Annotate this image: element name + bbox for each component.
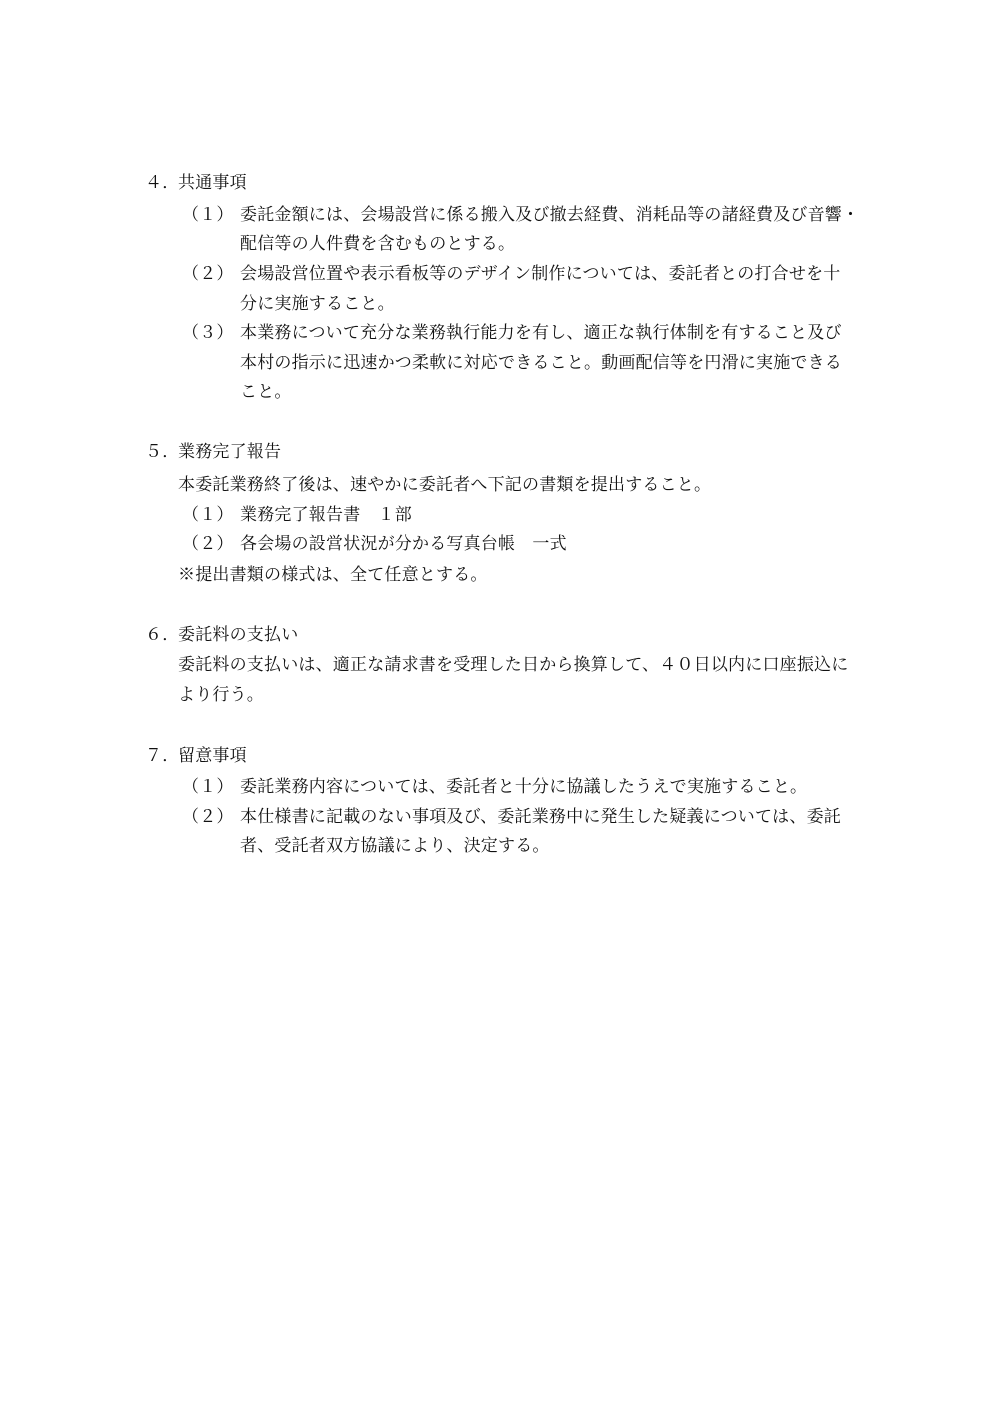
section-number: ５． — [145, 442, 180, 462]
item-text: 業務完了報告書 １部 — [240, 505, 412, 525]
item-text: 各会場の設営状況が分かる写真台帳 一式 — [240, 534, 567, 554]
item-text: こと。 — [240, 382, 292, 402]
item-text: 委託業務内容については、委託者と十分に協議したうえで実施すること。 — [240, 777, 808, 797]
item-number: （２） — [182, 807, 234, 827]
item-number: （２） — [182, 534, 234, 554]
item-text: 配信等の人件費を含むものとする。 — [240, 234, 516, 254]
paragraph-line: より行う。 — [178, 685, 264, 705]
item-text: 分に実施すること。 — [240, 294, 395, 314]
item-text: 会場設営位置や表示看板等のデザイン制作については、委託者との打合せを十 — [240, 264, 841, 284]
section-intro: 本委託業務終了後は、速やかに委託者へ下記の書類を提出すること。 — [178, 475, 712, 495]
section-title: 業務完了報告 — [178, 442, 282, 462]
item-text: 本村の指示に迅速かつ柔軟に対応できること。動画配信等を円滑に実施できる — [240, 353, 842, 373]
section-title: 委託料の支払い — [178, 625, 299, 645]
item-text: 者、受託者双方協議により、決定する。 — [240, 836, 550, 856]
section-number: ４． — [145, 173, 180, 193]
item-number: （３） — [182, 323, 234, 343]
item-number: （１） — [182, 777, 234, 797]
item-number: （１） — [182, 205, 234, 225]
item-text: 委託金額には、会場設営に係る搬入及び撤去経費、消耗品等の諸経費及び音響・ — [240, 205, 860, 225]
section-title: 留意事項 — [178, 746, 247, 766]
section-number: ６． — [145, 625, 180, 645]
item-text: 本業務について充分な業務執行能力を有し、適正な執行体制を有すること及び — [240, 323, 842, 343]
section-title: 共通事項 — [178, 173, 247, 193]
item-number: （２） — [182, 264, 234, 284]
item-number: （１） — [182, 505, 234, 525]
section-number: ７． — [145, 746, 180, 766]
section-note: ※提出書類の様式は、全て任意とする。 — [178, 565, 488, 585]
item-text: 本仕様書に記載のない事項及び、委託業務中に発生した疑義については、委託 — [240, 807, 841, 827]
paragraph-line: 委託料の支払いは、適正な請求書を受理した日から換算して、４０日以内に口座振込に — [178, 655, 849, 675]
